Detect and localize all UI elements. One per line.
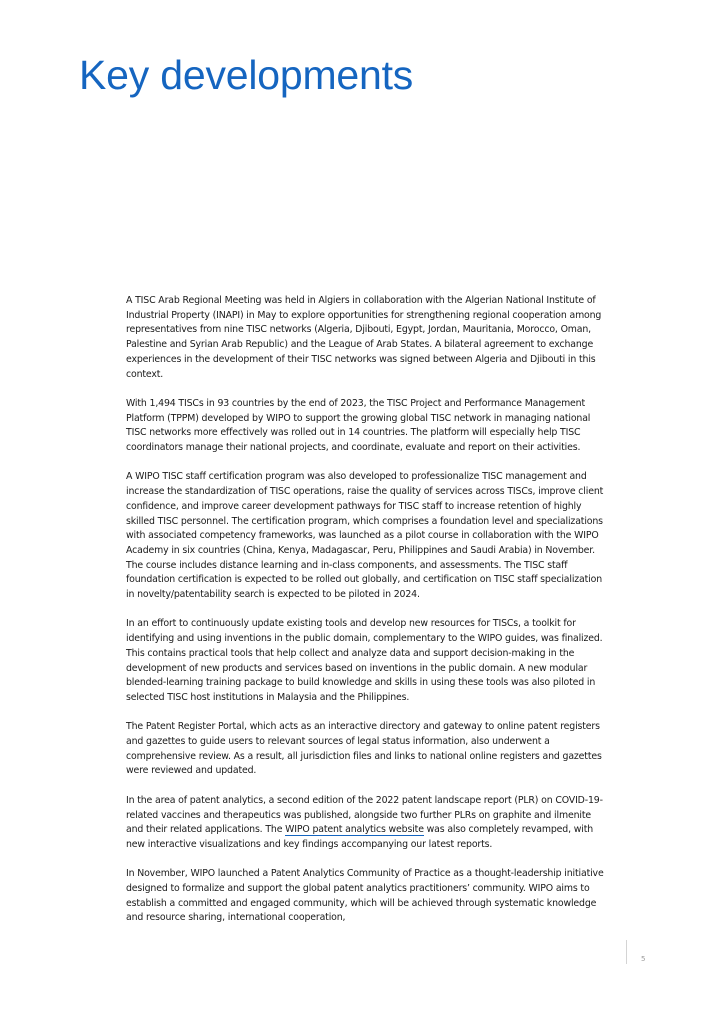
paragraph-patent-analytics (126, 794, 604, 853)
body-text (126, 294, 604, 926)
paragraph-staff-certification: A WIPO TISC staff certification program was also developed to professionalize TISC management and increase the standardization of TISC operations, raise the quality of services across TISCs, improve client confidence, and improve career development pathways for TISC staff to increase retention of highly skilled TISC personnel. The certification program, which comprises a foundation level and specializations with associated competency frameworks, was launched as a pilot course in collaboration with the WIPO Academy in six countries (China, Kenya, Madagascar, Peru, Philippines and Saudi Arabia) in November. The course includes distance learning and in-class components, and assessments. The TISC staff foundation certification is expected to be rolled out globally, and certification on TISC staff specialization in novelty/patentability search is expected to be piloted in 2024. (126, 471, 604, 601)
page-number-divider (626, 940, 627, 964)
paragraph-text-segment: was also completely revamped, with new interactive visualizations and key findings accompanying our latest reports. (126, 824, 594, 850)
paragraph-patent-register-portal: The Patent Register Portal, which acts as an interactive directory and gateway to online patent registers and gazettes to guide users to relevant sources of legal status information, also underwent a comprehensive review. As a result, all jurisdiction files and links to national online registers and gazettes were reviewed and updated. (126, 721, 602, 777)
page-number: 5 (641, 955, 646, 963)
page-title: Key developments (79, 52, 414, 98)
wipo-patent-analytics-link[interactable]: WIPO patent analytics website (285, 824, 424, 836)
paragraph-tisc-arab-regional-meeting: A TISC Arab Regional Meeting was held in Algiers in collaboration with the Algerian National Institute of Industrial Property (INAPI) in May to explore opportunities for strengthening regional cooperation among representatives from nine TISC networks (Algeria, Djibouti, Egypt, Jordan, Mauritania, Morocco, Oman, Palestine and Syrian Arab Republic) and the League of Arab States. A bilateral agreement to exchange experiences in the development of their TISC networks was signed between Algeria and Djibouti in this context. (126, 295, 602, 380)
paragraph-tppm-platform: With 1,494 TISCs in 93 countries by the end of 2023, the TISC Project and Performance Management Platform (TPPM) developed by WIPO to support the growing global TISC network in managing national TISC networks more effectively was rolled out in 14 countries. The platform will especially help TISC coordinators manage their national projects, and coordinate, evaluate and report on their activities. (126, 397, 591, 454)
paragraph-text-segment: In the area of patent analytics, a second edition of the 2022 patent landscape report (PLR) on COVID-19-related vaccines and therapeutics was published, alongside two further PLRs on graphite and ilmenite and their related applications. The (126, 794, 603, 836)
paragraph-public-domain-toolkit: In an effort to continuously update existing tools and develop new resources for TISCs, a toolkit for identifying and using inventions in the public domain, complementary to the WIPO guides, was finalized. This contains practical tools that help collect and analyze data and support decision-making in the development of new products and services based on inventions in the public domain. A new modular blended-learning training package to build knowledge and skills in using these tools was also piloted in selected TISC host institutions in Malaysia and the Philippines. (126, 618, 603, 703)
paragraph-community-of-practice: In November, WIPO launched a Patent Analytics Community of Practice as a thought-leadership initiative designed to formalize and support the global patent analytics practitioners’ community. WIPO aims to establish a committed and engaged community, which will be achieved through systematic knowledge and resource sharing, international cooperation, (126, 868, 604, 924)
